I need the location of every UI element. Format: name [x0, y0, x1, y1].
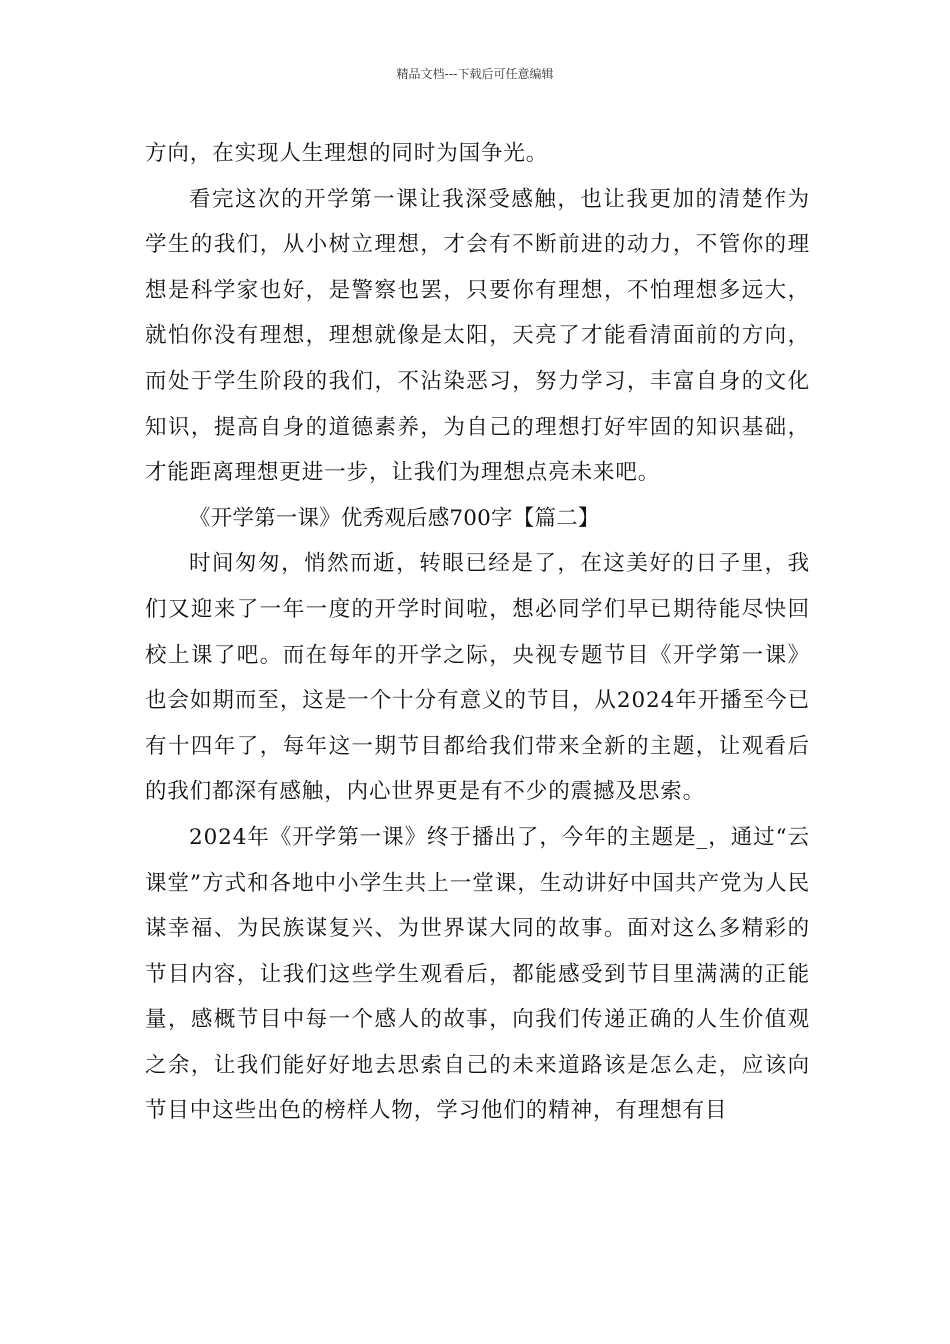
paragraph-reflection: 看完这次的开学第一课让我深受感触，也让我更加的清楚作为学生的我们，从小树立理想，才会有不断前进的动力，不管你的理想是科学家也好，是警察也罢，只要你有理想，不怕理想多远大，就怕你没有理想，理想就像是太阳，天亮了才能看清面前的方向，而处于学生阶段的我们，不沾染恶习，努力学习，丰富自身的文化知识，提高自身的道德素养，为自己的理想打好牢固的知识基础，才能距离理想更进一步，让我们为理想点亮未来吧。 [145, 186, 810, 486]
paragraph-broadcast: 2024年《开学第一课》终于播出了，今年的主题是_，通过“云课堂”方式和各地中小学生共上一堂课，生动讲好中国共产党为人民谋幸福、为民族谋复兴、为世界谋大同的故事。面对这么多精彩的节目内容，让我们这些学生观看后，都能感受到节目里满满的正能量，感概节目中每一个感人的故事，向我们传递正确的人生价值观之余，让我们能好好地去思索自己的未来道路该是怎么走，应该向节目中这些出色的榜样人物，学习他们的精神，有理想有目 [145, 824, 810, 1124]
paragraph-intro: 时间匆匆，悄然而逝，转眼已经是了，在这美好的日子里，我们又迎来了一年一度的开学时间啦，想必同学们早已期待能尽快回校上课了吧。而在每年的开学之际，央视专题节目《开学第一课》也会如期而至，这是一个十分有意义的节目，从2024年开播至今已有十四年了，每年这一期节目都给我们带来全新的主题，让观看后的我们都深有感触，内心世界更是有不少的震撼及思索。 [145, 551, 810, 805]
page-header: 精品文档---下载后可任意编辑 [396, 67, 554, 81]
section-subtitle: 《开学第一课》优秀观后感700字【篇二】 [189, 505, 600, 531]
paragraph-continuation: 方向，在实现人生理想的同时为国争光。 [145, 141, 549, 166]
document-body [145, 131, 810, 1134]
